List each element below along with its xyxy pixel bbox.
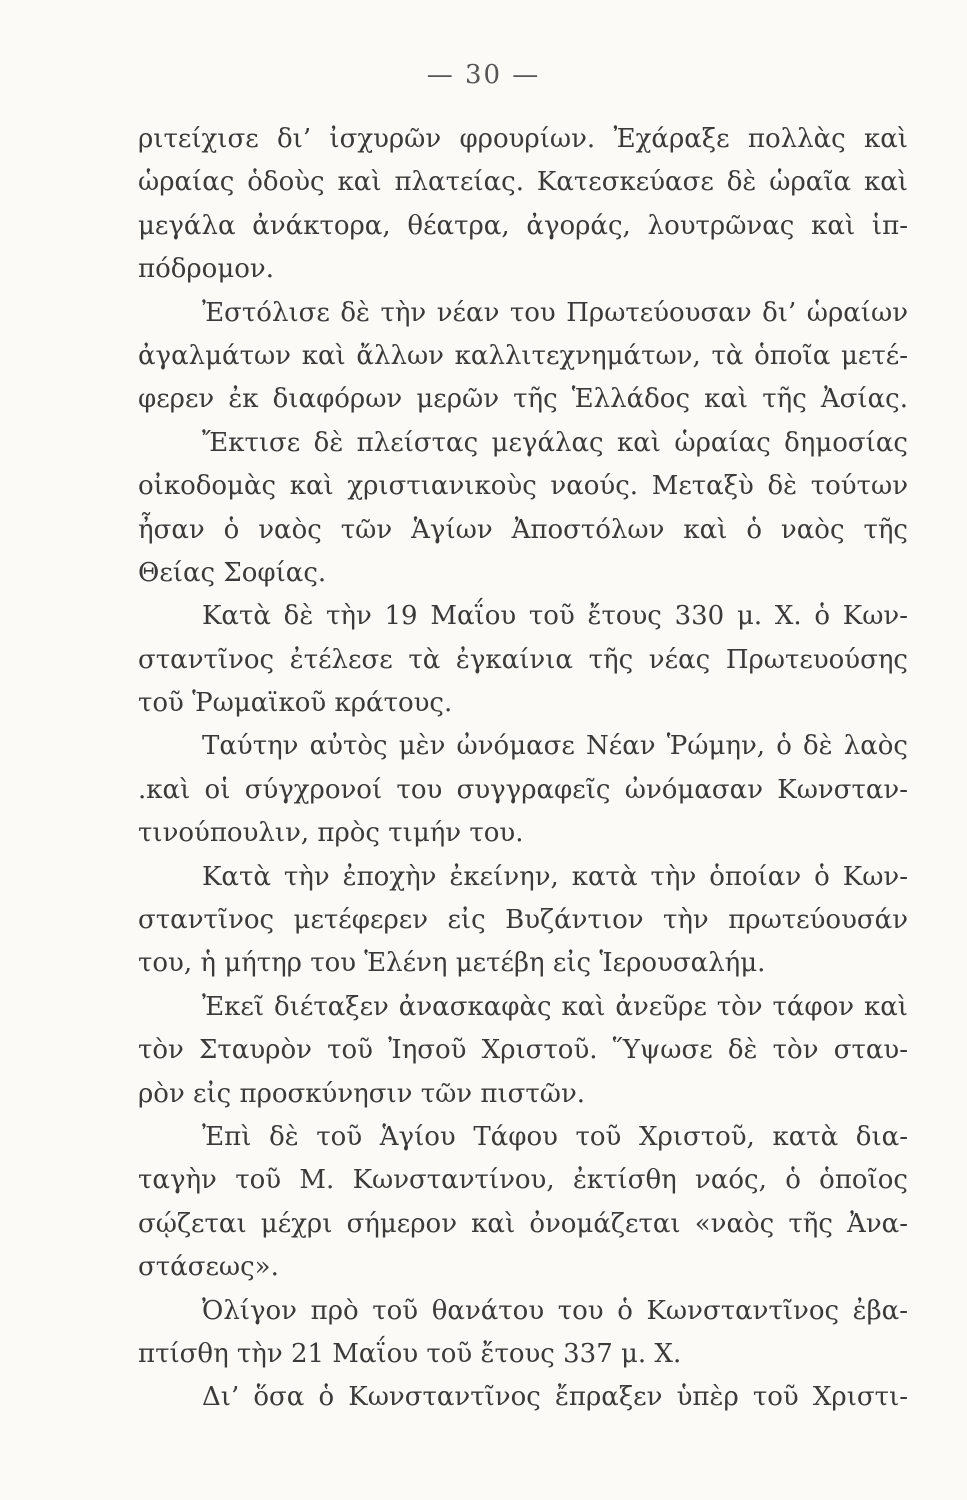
text-line: σῴζεται μέχρι σήμερον καὶ ὀνομάζεται «ναὸς τῆς Ἀνα- xyxy=(138,1208,908,1239)
text-line: ταγὴν τοῦ Μ. Κωνσταντίνου, ἐκτίσθη ναός, ὁ ὁποῖος xyxy=(138,1165,908,1196)
text-line: πτίσθη τὴν 21 Μαΐου τοῦ ἔτους 337 μ. Χ. xyxy=(138,1338,682,1369)
text-line: Ἔκτισε δὲ πλείστας μεγάλας καὶ ὡραίας δημοσίας xyxy=(202,427,908,458)
text-line: Ἐστόλισε δὲ τὴν νέαν του Πρωτεύουσαν δι’ ὡραίων xyxy=(202,297,908,328)
text-line: πόδρομον. xyxy=(138,254,274,285)
text-line: τοῦ Ῥωμαϊκοῦ κράτους. xyxy=(138,688,453,719)
text-line: Κατὰ τὴν ἐποχὴν ἐκείνην, κατὰ τὴν ὁποίαν ὁ Κων- xyxy=(202,861,908,892)
text-line: .καὶ οἱ σύγχρονοί του συγγραφεῖς ὠνόμασαν Κωνσταν- xyxy=(138,774,908,805)
text-line: τινούπουλιν, πρὸς τιμήν του. xyxy=(138,818,524,849)
text-line: ριτείχισε δι’ ἰσχυρῶν φρουρίων. Ἐχάραξε πολλὰς καὶ xyxy=(138,124,908,154)
text-line: Ἐκεῖ διέταξεν ἀνασκαφὰς καὶ ἀνεῦρε τὸν τάφον καὶ xyxy=(202,991,908,1022)
text-line: Ὀλίγον πρὸ τοῦ θανάτου του ὁ Κωνσταντῖνος ἐβα- xyxy=(202,1295,908,1326)
body-text xyxy=(138,118,908,1420)
text-line: Δι’ ὅσα ὁ Κωνσταντῖνος ἔπραξεν ὑπὲρ τοῦ Χριστι- xyxy=(202,1382,908,1413)
text-line: φερεν ἐκ διαφόρων μερῶν τῆς Ἑλλάδος καὶ τῆς Ἀσίας. xyxy=(138,384,908,415)
text-line: μεγάλα ἀνάκτορα, θέατρα, ἀγοράς, λουτρῶνας καὶ ἱπ- xyxy=(138,210,908,241)
text-line: ἦσαν ὁ ναὸς τῶν Ἁγίων Ἀποστόλων καὶ ὁ ναὸς τῆς xyxy=(138,514,908,545)
text-line: τὸν Σταυρὸν τοῦ Ἰησοῦ Χριστοῦ. Ὕψωσε δὲ τὸν σταυ- xyxy=(138,1035,908,1066)
text-line: Ταύτην αὐτὸς μὲν ὠνόμασε Νέαν Ῥώμην, ὁ δὲ λαὸς xyxy=(202,731,908,762)
text-line: ρὸν εἰς προσκύνησιν τῶν πιστῶν. xyxy=(138,1078,586,1109)
text-line: σταντῖνος ἐτέλεσε τὰ ἐγκαίνια τῆς νέας Πρωτευούσης xyxy=(138,644,908,675)
text-line: Θείας Σοφίας. xyxy=(138,557,327,588)
text-line: Κατὰ δὲ τὴν 19 Μαΐου τοῦ ἔτους 330 μ. Χ. ὁ Κων- xyxy=(202,601,908,632)
page-number: — 30 — xyxy=(426,60,541,90)
text-line: οἰκοδομὰς καὶ χριστιανικοὺς ναούς. Μεταξὺ δὲ τούτων xyxy=(138,471,908,502)
text-line: σταντῖνος μετέφερεν εἰς Βυζάντιον τὴν πρωτεύουσάν xyxy=(138,905,908,936)
text-line: Ἐπὶ δὲ τοῦ Ἁγίου Τάφου τοῦ Χριστοῦ, κατὰ δια- xyxy=(202,1121,908,1152)
text-line: του, ἡ μήτηρ του Ἑλένη μετέβη εἰς Ἱερουσαλήμ. xyxy=(138,948,766,979)
text-line: στάσεως». xyxy=(138,1252,279,1283)
text-line: ὡραίας ὁδοὺς καὶ πλατείας. Κατεσκεύασε δὲ ὡραῖα καὶ xyxy=(138,167,908,198)
text-line: ἀγαλμάτων καὶ ἄλλων καλλιτεχνημάτων, τὰ ὁποῖα μετέ- xyxy=(138,340,908,371)
